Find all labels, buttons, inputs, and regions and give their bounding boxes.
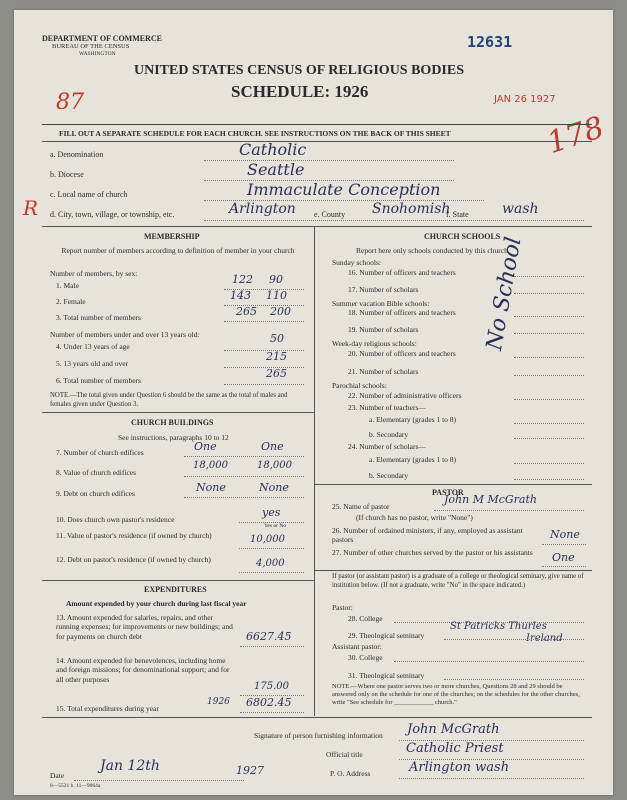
red-annotation-r: R bbox=[23, 196, 39, 220]
schools-vertical-note[interactable]: No School bbox=[482, 235, 527, 353]
q24b-line bbox=[514, 479, 584, 480]
q9-value-b[interactable]: None bbox=[259, 481, 289, 494]
q15-label: 15. Total expenditures during year bbox=[56, 704, 159, 713]
department-name: DEPARTMENT OF COMMERCE bbox=[42, 34, 163, 43]
buildings-top-rule bbox=[42, 412, 314, 413]
q9-label: 9. Debt on church edifices bbox=[56, 489, 135, 498]
q5-value[interactable]: 215 bbox=[266, 350, 287, 363]
q16-label: 16. Number of officers and teachers bbox=[348, 268, 456, 277]
q14-label: 14. Amount expended for benevolences, including home and foreign missions; for denominational support; and for all other purposes bbox=[56, 656, 230, 684]
q25-value[interactable]: John M McGrath bbox=[444, 493, 537, 506]
schools-intro: Report here only schools conducted by this church bbox=[356, 246, 508, 255]
q25-note: (If church has no pastor, write "None") bbox=[356, 513, 473, 522]
denomination-label: a. Denomination bbox=[50, 150, 104, 159]
q9-line bbox=[184, 497, 304, 498]
q5-line bbox=[224, 367, 304, 368]
state-label: f. State bbox=[446, 210, 469, 219]
assistant-sublabel: Assistant pastor: bbox=[332, 642, 382, 651]
q13-value[interactable]: 6627.45 bbox=[246, 630, 292, 643]
membership-note: NOTE.—The total given under Question 6 should be the same as the total of males and females given under Question 3. bbox=[50, 392, 288, 408]
q31-label: 31. Theological seminary bbox=[348, 671, 425, 680]
q10-label: 10. Does church own pastor's residence bbox=[56, 515, 175, 524]
pastor-sublabel: Pastor: bbox=[332, 603, 353, 612]
county-label: e. County bbox=[314, 210, 346, 219]
q27-label: 27. Number of other churches served by the pastor or his assistants bbox=[332, 548, 533, 557]
q4-line bbox=[224, 350, 304, 351]
q22-label: 22. Number of administrative officers bbox=[348, 391, 462, 400]
instructions-rule bbox=[42, 141, 592, 142]
q31-line bbox=[444, 679, 584, 680]
date-value[interactable]: Jan 12th bbox=[100, 758, 160, 774]
serial-number: 12631 bbox=[467, 33, 513, 51]
city-value[interactable]: Arlington bbox=[229, 201, 296, 217]
q29-value[interactable]: St Patricks Thurles bbox=[450, 621, 547, 632]
pastor-mid-rule bbox=[314, 570, 592, 571]
instructions-line: FILL OUT A SEPARATE SCHEDULE FOR EACH CHURCH. SEE INSTRUCTIONS ON THE BACK OF THIS SHEET bbox=[59, 129, 451, 138]
q2-value-a[interactable]: 143 bbox=[230, 289, 251, 302]
diocese-value[interactable]: Seattle bbox=[247, 160, 305, 179]
q29-line bbox=[444, 639, 584, 640]
church-name-value[interactable]: Immaculate Conception bbox=[247, 180, 441, 199]
received-stamp: JAN 26 1927 bbox=[494, 94, 556, 105]
address-line bbox=[399, 778, 584, 779]
q14-value[interactable]: 175.00 bbox=[254, 681, 289, 692]
q19-label: 19. Number of scholars bbox=[348, 325, 419, 334]
q26-line bbox=[542, 544, 586, 545]
ident-bottom-rule bbox=[42, 226, 592, 227]
q22-line bbox=[514, 399, 584, 400]
buildings-title: CHURCH BUILDINGS bbox=[131, 418, 214, 427]
schools-title: CHURCH SCHOOLS bbox=[424, 232, 501, 241]
q29-value-country[interactable]: Ireland bbox=[526, 633, 563, 644]
expenditures-title: EXPENDITURES bbox=[144, 585, 207, 594]
q24a-label: a. Elementary (grades 1 to 8) bbox=[369, 455, 457, 464]
q3-value-b[interactable]: 200 bbox=[270, 305, 291, 318]
q30-label: 30. College bbox=[348, 653, 383, 662]
bureau-name: BUREAU OF THE CENSUS bbox=[52, 43, 130, 50]
membership-intro: Report number of members according to definition of member in your church bbox=[61, 246, 295, 255]
q23a-label: a. Elementary (grades 1 to 8) bbox=[369, 415, 457, 424]
q5-label: 5. 13 years old and over bbox=[56, 359, 129, 368]
q2-label: 2. Female bbox=[56, 297, 86, 306]
signature-label: Signature of person furnishing information bbox=[254, 731, 383, 740]
city-name: WASHINGTON bbox=[79, 51, 116, 57]
sunday-heading: Sunday schools: bbox=[332, 258, 381, 267]
address-value[interactable]: Arlington wash bbox=[409, 760, 510, 775]
q24b-label: b. Secondary bbox=[369, 471, 409, 480]
q24a-line bbox=[514, 463, 584, 464]
q24-label: 24. Number of scholars— bbox=[348, 442, 426, 451]
q8-value-b[interactable]: 18,000 bbox=[257, 460, 292, 471]
state-value[interactable]: wash bbox=[502, 201, 539, 217]
buildings-see: See instructions, paragraphs 10 to 12 bbox=[118, 433, 229, 442]
q1-label: 1. Male bbox=[56, 281, 79, 290]
q29-label: 29. Theological seminary bbox=[348, 631, 425, 640]
pastor-title: PASTOR bbox=[432, 488, 464, 497]
q15-value[interactable]: 6802.45 bbox=[246, 696, 292, 709]
q10-value[interactable]: yes bbox=[262, 506, 281, 519]
census-schedule-sheet bbox=[14, 10, 613, 795]
q28-label: 28. College bbox=[348, 614, 383, 623]
red-annotation-87: 87 bbox=[56, 90, 84, 115]
header-rule bbox=[42, 124, 592, 125]
q7-label: 7. Number of church edifices bbox=[56, 448, 144, 457]
q8-label: 8. Value of church edifices bbox=[56, 468, 137, 477]
graduate-note: If pastor (or assistant pastor) is a graduate of a college or theological seminary, give name of institution below. (If not a graduate, write "No" in the space indicated.) bbox=[332, 573, 584, 589]
q18-label: 18. Number of officers and teachers bbox=[348, 308, 456, 317]
city-label: d. City, town, village, or township, etc. bbox=[50, 210, 175, 219]
official-title-value[interactable]: Catholic Priest bbox=[406, 741, 504, 756]
q8-line bbox=[184, 476, 304, 477]
summer-heading: Summer vacation Bible schools: bbox=[332, 299, 430, 308]
q4-value[interactable]: 50 bbox=[270, 332, 284, 345]
q12-line bbox=[239, 572, 304, 573]
q21-label: 21. Number of scholars bbox=[348, 367, 419, 376]
city-line bbox=[204, 220, 584, 221]
q21-line bbox=[514, 375, 584, 376]
church-name-label: c. Local name of church bbox=[50, 190, 128, 199]
q23-label: 23. Number of teachers— bbox=[348, 403, 426, 412]
q30-line bbox=[394, 661, 584, 662]
county-value[interactable]: Snohomish bbox=[372, 201, 451, 217]
q26-value[interactable]: None bbox=[550, 528, 580, 541]
q23b-line bbox=[514, 438, 584, 439]
q18-line bbox=[514, 316, 584, 317]
q27-value[interactable]: One bbox=[552, 551, 575, 564]
form-code: 8—5531 b. 11—9064a bbox=[50, 783, 101, 789]
q17-line bbox=[514, 293, 584, 294]
date-label: Date bbox=[50, 771, 65, 780]
q15-line bbox=[240, 712, 304, 713]
q20-line bbox=[514, 357, 584, 358]
q9-value-a[interactable]: None bbox=[196, 481, 226, 494]
q1-value-a[interactable]: 122 bbox=[232, 273, 253, 286]
q6-value[interactable]: 265 bbox=[266, 367, 287, 380]
parochial-heading: Parochial schools: bbox=[332, 381, 387, 390]
q2-value-b[interactable]: 110 bbox=[266, 289, 287, 302]
red-annotation-178: 178 bbox=[542, 110, 609, 161]
q1-value-b[interactable]: 90 bbox=[269, 273, 283, 286]
membership-title: MEMBERSHIP bbox=[144, 232, 200, 241]
q12-value[interactable]: 4,000 bbox=[256, 558, 285, 569]
pastor-top-rule bbox=[314, 484, 592, 485]
denomination-value[interactable]: Catholic bbox=[239, 140, 307, 159]
q4-label: 4. Under 13 years of age bbox=[56, 342, 130, 351]
expenditures-top-rule bbox=[42, 580, 314, 581]
q23a-line bbox=[514, 423, 584, 424]
q7-line bbox=[184, 456, 304, 457]
q12-label: 12. Debt on pastor's residence (if owned by church) bbox=[56, 555, 211, 564]
q3-line bbox=[224, 321, 304, 322]
q16-line bbox=[514, 276, 584, 277]
q17-label: 17. Number of scholars bbox=[348, 285, 419, 294]
age-intro: Number of members under and over 13 years old: bbox=[50, 330, 200, 339]
q6-line bbox=[224, 384, 304, 385]
q13-line bbox=[240, 646, 304, 647]
q11-line bbox=[239, 548, 304, 549]
q26-label: 26. Number of ordained ministers, if any, employed as assistant pastors bbox=[332, 526, 523, 545]
footer-top-rule bbox=[42, 717, 592, 718]
expenditures-intro: Amount expended by your church during last fiscal year bbox=[66, 599, 247, 608]
column-divider bbox=[314, 226, 315, 716]
q3-value-a[interactable]: 265 bbox=[236, 305, 257, 318]
q25-line bbox=[434, 510, 584, 511]
q6-label: 6. Total number of members bbox=[56, 376, 141, 385]
q11-label: 11. Value of pastor's residence (if owned by church) bbox=[56, 531, 212, 540]
membership-by-sex: Number of members, by sex: bbox=[50, 269, 138, 278]
q7-value-a[interactable]: One bbox=[194, 440, 217, 453]
q7-value-b[interactable]: One bbox=[261, 440, 284, 453]
q13-label: 13. Amount expended for salaries, repairs, and other running expenses; for improvements or new buildings; and for payments on church debt bbox=[56, 613, 233, 641]
weekday-heading: Week-day religious schools: bbox=[332, 339, 417, 348]
q15-year[interactable]: 1926 bbox=[207, 697, 230, 707]
q8-value-a[interactable]: 18,000 bbox=[193, 460, 228, 471]
q19-line bbox=[514, 333, 584, 334]
signature-value[interactable]: John McGrath bbox=[407, 722, 500, 737]
q27-line bbox=[542, 566, 586, 567]
q11-value[interactable]: 10,000 bbox=[250, 534, 285, 545]
q23b-label: b. Secondary bbox=[369, 430, 409, 439]
q20-label: 20. Number of officers and teachers bbox=[348, 349, 456, 358]
form-title: UNITED STATES CENSUS OF RELIGIOUS BODIES bbox=[134, 63, 465, 78]
official-title-label: Official title bbox=[326, 750, 363, 759]
denomination-line bbox=[204, 160, 454, 161]
diocese-label: b. Diocese bbox=[50, 170, 84, 179]
date-year: 1927 bbox=[236, 764, 264, 777]
q3-label: 3. Total number of members bbox=[56, 313, 141, 322]
pastor-note: NOTE.—Where one pastor serves two or more churches, Questions 28 and 29 should be answered only on the schedule for one of the churches; on the schedules for the other churches, write "See schedule for ____________ church." bbox=[332, 683, 580, 707]
address-label: P. O. Address bbox=[330, 769, 371, 778]
date-line bbox=[74, 780, 244, 781]
q25-label: 25. Name of pastor bbox=[332, 502, 390, 511]
q10-yes-no: Yes or No bbox=[264, 523, 287, 529]
schedule-title: SCHEDULE: 1926 bbox=[231, 82, 369, 101]
